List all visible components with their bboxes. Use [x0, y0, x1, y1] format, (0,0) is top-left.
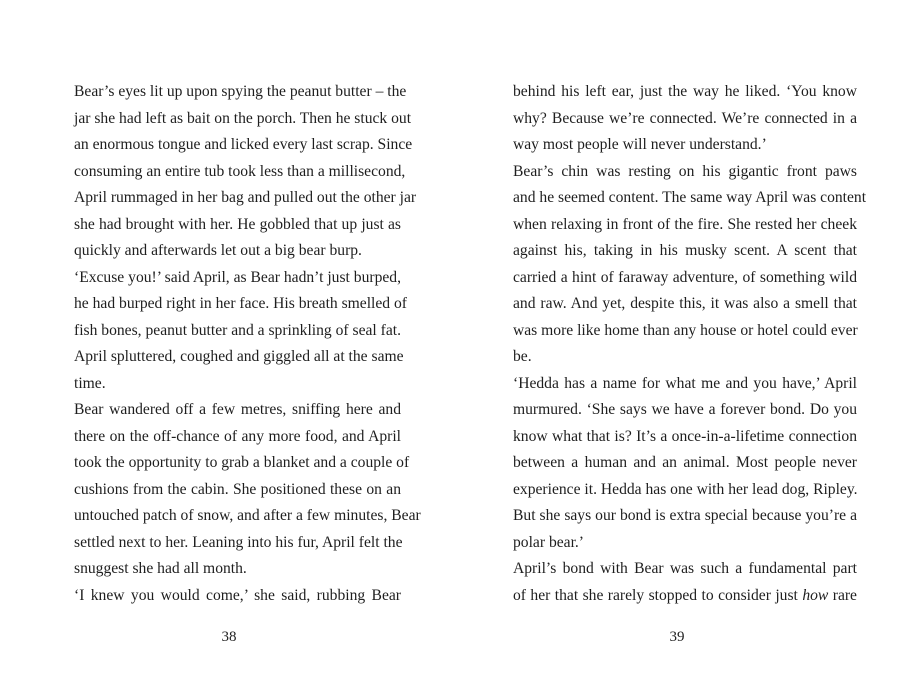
text-segment: of her that she rarely stopped to consider just	[513, 586, 798, 604]
text-line: and he seemed content. The same way April was content	[513, 189, 867, 206]
text-line: Bear’s chin was resting on his gigantic front paws	[513, 162, 857, 180]
text-line: between a human and an animal. Most people never	[513, 454, 857, 471]
right-page-text	[513, 79, 867, 609]
text-line: he had burped right in her face. His breath smelled of	[74, 295, 407, 312]
page-number-left: 38	[221, 629, 237, 645]
text-line: ‘Excuse you!’ said April, as Bear hadn’t just burped,	[74, 268, 401, 286]
text-line: snuggest she had all month.	[74, 560, 247, 577]
text-line: took the opportunity to grab a blanket and a couple of	[74, 454, 410, 471]
text-line: untouched patch of snow, and after a few minutes, Bear	[74, 507, 421, 524]
text-line: fish bones, peanut butter and a sprinkling of seal fat.	[74, 321, 401, 339]
text-line: and raw. And yet, despite this, it was also a smell that	[513, 295, 857, 312]
text-line: April rummaged in her bag and pulled out the other jar	[74, 189, 417, 206]
text-line: she had brought with her. He gobbled that up just as	[74, 215, 401, 233]
text-line: experience it. Hedda has one with her lead dog, Ripley.	[513, 480, 858, 498]
text-line: an enormous tongue and licked every last scrap. Since	[74, 136, 413, 153]
text-line: against his, taking in his musky scent. A scent that	[513, 242, 857, 259]
text-line: why? Because we’re connected. We’re connected in a	[513, 109, 857, 127]
text-line-with-emphasis	[513, 583, 857, 610]
text-line: ‘I knew you would come,’ she said, rubbing Bear	[74, 586, 401, 604]
left-page-text	[74, 79, 421, 609]
left-page	[0, 0, 456, 700]
text-line: polar bear.’	[513, 533, 585, 551]
text-line: Bear wandered off a few metres, sniffing here and	[74, 401, 401, 418]
text-line: consuming an entire tub took less than a millisecond,	[74, 162, 406, 180]
text-line: quickly and afterwards let out a big bear burp.	[74, 242, 362, 259]
text-line: time.	[74, 374, 106, 392]
text-line: ‘Hedda has a name for what me and you have,’ April	[513, 374, 857, 392]
text-line: know what that is? It’s a once-in-a-lifetime connection	[513, 427, 857, 445]
text-line: behind his left ear, just the way he liked. ‘You know	[513, 83, 857, 100]
text-line: jar she had left as bait on the porch. Then he stuck out	[74, 109, 412, 127]
text-line: April’s bond with Bear was such a fundamental part	[513, 560, 857, 577]
text-line: carried a hint of faraway adventure, of something wild	[513, 268, 857, 286]
text-line: April spluttered, coughed and giggled all at the same	[74, 348, 404, 365]
text-line: settled next to her. Leaning into his fur, April felt the	[74, 533, 403, 551]
text-line: murmured. ‘She says we have a forever bond. Do you	[513, 401, 857, 418]
text-line: was more like home than any house or hotel could ever	[513, 321, 858, 339]
text-line: way most people will never understand.’	[513, 136, 767, 153]
right-page	[456, 0, 913, 700]
text-line: Bear’s eyes lit up upon spying the peanut butter – the	[74, 83, 407, 100]
text-segment: rare	[832, 586, 857, 604]
page-number-right: 39	[669, 629, 685, 645]
text-line: But she says our bond is extra special because you’re a	[513, 507, 857, 524]
text-line: when relaxing in front of the fire. She rested her cheek	[513, 215, 857, 233]
emphasis-word: how	[802, 586, 829, 604]
text-line: there on the off-chance of any more food, and April	[74, 427, 401, 445]
text-line: cushions from the cabin. She positioned these on an	[74, 480, 401, 498]
text-line: be.	[513, 348, 532, 365]
